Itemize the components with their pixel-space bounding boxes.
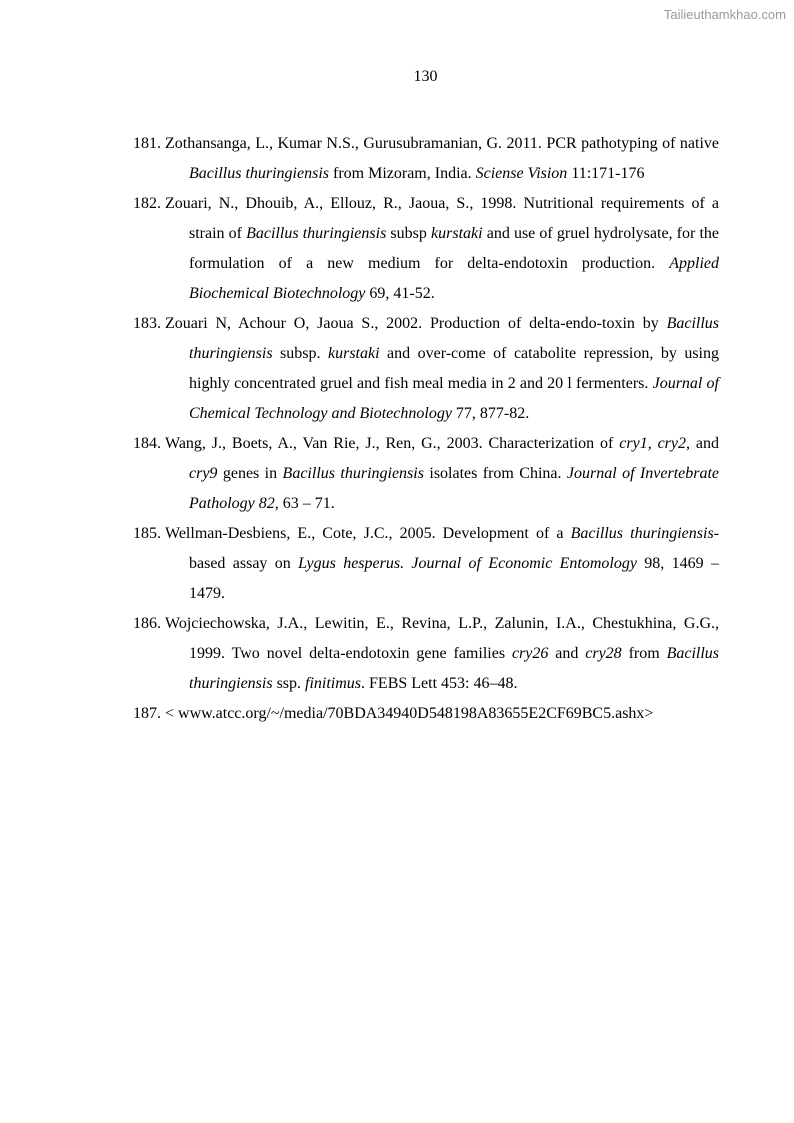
reference-text: 77, 877-82. xyxy=(451,405,530,422)
reference-item xyxy=(133,609,719,699)
gene-name: cry9 xyxy=(189,465,218,482)
watermark-text: Tailieuthamkhao.com xyxy=(663,7,786,22)
reference-list xyxy=(133,129,719,729)
reference-text: and use of gruel hydrolysate, for the formulation of a new medium for delta-endotoxin production. xyxy=(189,225,720,272)
reference-text: subsp xyxy=(386,225,432,242)
reference-text: Wellman-Desbiens, E., Cote, J.C., 2005. Development of a xyxy=(165,525,571,542)
reference-number: 181. xyxy=(133,135,161,152)
gene-names: cry1, cry2, xyxy=(619,435,691,452)
reference-number: 187. xyxy=(133,705,161,722)
reference-text: ssp. xyxy=(272,675,306,692)
species-name: Bacillus thuringiensis xyxy=(189,165,329,182)
species-name: Bacillus thuringiensis xyxy=(282,465,424,482)
reference-text: genes in xyxy=(217,465,283,482)
journal-name: Journal of Invertebrate Pathology 82, xyxy=(189,465,720,512)
reference-item xyxy=(133,699,719,729)
gene-name: cry26 xyxy=(511,645,549,662)
reference-item xyxy=(133,129,719,189)
journal-name: Journal of Chemical Technology and Biotechnology xyxy=(189,375,719,422)
reference-number: 185. xyxy=(133,525,161,542)
reference-text: and over-come of catabolite repression, by using highly concentrated gruel and fish meal media in 2 and 20 l fermenters. xyxy=(189,345,720,392)
reference-text: and xyxy=(690,435,719,452)
species-name: Bacillus thuringiensis xyxy=(189,315,719,362)
subspecies-name: kurstaki xyxy=(327,345,380,362)
reference-item xyxy=(133,429,719,519)
species-name: Bacillus thuringiensis xyxy=(189,645,719,692)
species-name: Bacillus thuringiensis xyxy=(246,225,387,242)
reference-url: < www.atcc.org/~/media/70BDA34940D548198A83655E2CF69BC5.ashx> xyxy=(165,705,654,722)
reference-item xyxy=(133,309,719,429)
reference-text: from Mizoram, India. xyxy=(329,165,476,182)
reference-text: 11:171-176 xyxy=(567,165,645,182)
subspecies-name: finitimus xyxy=(305,675,362,692)
reference-text: 63 – 71. xyxy=(278,495,335,512)
page-number: 130 xyxy=(413,68,438,85)
reference-text: Zouari, N., Dhouib, A., Ellouz, R., Jaoua, S., 1998. Nutritional requirements of a strain of xyxy=(165,195,719,242)
reference-text: and xyxy=(548,645,586,662)
reference-text: 98, 1469 – 1479. xyxy=(189,555,719,602)
reference-number: 182. xyxy=(133,195,161,212)
journal-name: Applied Biochemical Biotechnology xyxy=(189,255,719,302)
reference-text: -based assay on xyxy=(189,525,720,572)
reference-text: Wang, J., Boets, A., Van Rie, J., Ren, G., 2003. Characterization of xyxy=(165,435,620,452)
species-name: Bacillus thuringiensis xyxy=(570,525,714,542)
subspecies-name: kurstaki xyxy=(431,225,483,242)
journal-name: Sciense Vision xyxy=(475,165,568,182)
reference-number: 186. xyxy=(133,615,161,632)
gene-name: cry28 xyxy=(585,645,622,662)
reference-text: 69, 41-52. xyxy=(365,285,435,302)
reference-text: subsp. xyxy=(272,345,328,362)
reference-text: isolates from China. xyxy=(423,465,567,482)
reference-text: Zouari N, Achour O, Jaoua S., 2002. Production of delta-endo-toxin by xyxy=(165,315,667,332)
reference-number: 184. xyxy=(133,435,161,452)
reference-text: . FEBS Lett 453: 46–48. xyxy=(361,675,518,692)
reference-number: 183. xyxy=(133,315,161,332)
reference-item xyxy=(133,189,719,309)
reference-text: Zothansanga, L., Kumar N.S., Gurusubramanian, G. 2011. PCR pathotyping of native xyxy=(165,135,719,152)
journal-name: Lygus hesperus. Journal of Economic Entomology xyxy=(298,555,637,572)
reference-text: from xyxy=(621,645,667,662)
reference-text: Wojciechowska, J.A., Lewitin, E., Revina, L.P., Zalunin, I.A., Chestukhina, G.G., 1999. Two novel delta-endotoxin gene families xyxy=(165,615,719,662)
reference-item xyxy=(133,519,719,609)
